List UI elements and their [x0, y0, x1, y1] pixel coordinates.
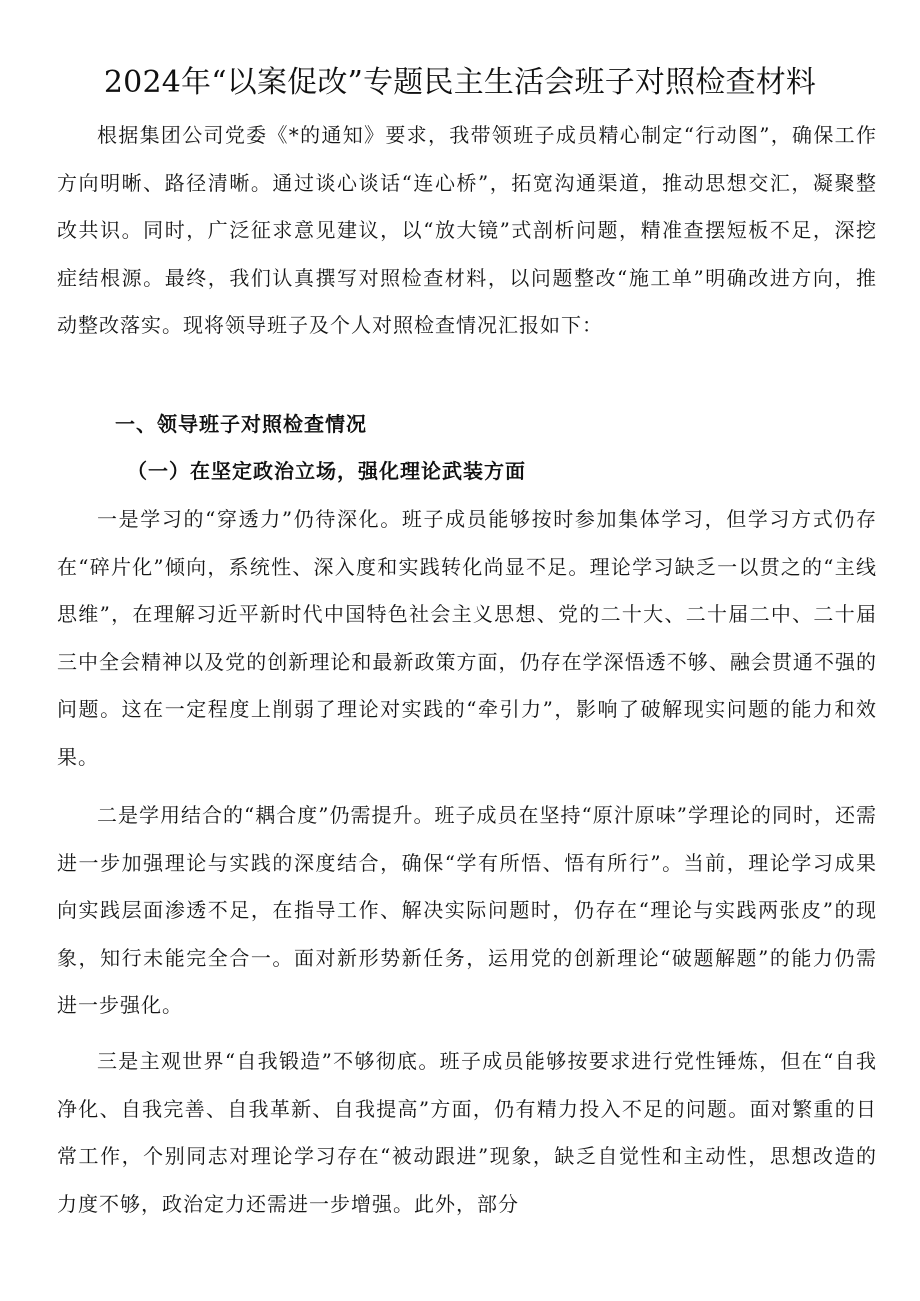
section-heading: 一、领导班子对照检查情况 [115, 412, 367, 436]
subsection-heading: （一）在坚定政治立场，强化理论武装方面 [127, 459, 526, 483]
intro-paragraph: 根据集团公司党委《*的通知》要求，我带领班子成员精心制定“行动图”，确保工作方向明晰、路径清晰。通过谈心谈话“连心桥”，拓宽沟通渠道，推动思想交汇，凝聚整改共识。同时，广泛征求意见建议，以“放大镜”式剖析问题，精准查摆短板不足，深挖症结根源。最终，我们认真撰写对照检查材料，以问题整改“施工单”明确改进方向，推动整改落实。现将领导班子及个人对照检查情况汇报如下： [57, 123, 877, 337]
body-paragraph-3: 三是主观世界“自我锻造”不够彻底。班子成员能够按要求进行党性锤炼，但在“自我净化、自我完善、自我革新、自我提高”方面，仍有精力投入不足的问题。面对繁重的日常工作，个别同志对理论学习存在“被动跟进”现象，缺乏自觉性和主动性，思想改造的力度不够，政治定力还需进一步增强。此外，部分 [57, 1049, 877, 1216]
document-title: 2024年“以案促改”专题民主生活会班子对照检查材料 [103, 65, 817, 100]
body-paragraph-2: 二是学用结合的“耦合度”仍需提升。班子成员在坚持“原汁原味”学理论的同时，还需进一步加强理论与实践的深度结合，确保“学有所悟、悟有所行”。当前，理论学习成果向实践层面渗透不足，在指导工作、解决实际问题时，仍存在“理论与实践两张皮”的现象，知行未能完全合一。面对新形势新任务，运用党的创新理论“破题解题”的能力仍需进一步强化。 [57, 803, 877, 1017]
body-paragraph-1: 一是学习的“穿透力”仍待深化。班子成员能够按时参加集体学习，但学习方式仍存在“碎片化”倾向，系统性、深入度和实践转化尚显不足。理论学习缺乏一以贯之的“主线思维”，在理解习近平新时代中国特色社会主义思想、党的二十大、二十届二中、二十届三中全会精神以及党的创新理论和最新政策方面，仍存在学深悟透不够、融会贯通不强的问题。这在一定程度上削弱了理论对实践的“牵引力”，影响了破解现实问题的能力和效果。 [57, 507, 877, 769]
